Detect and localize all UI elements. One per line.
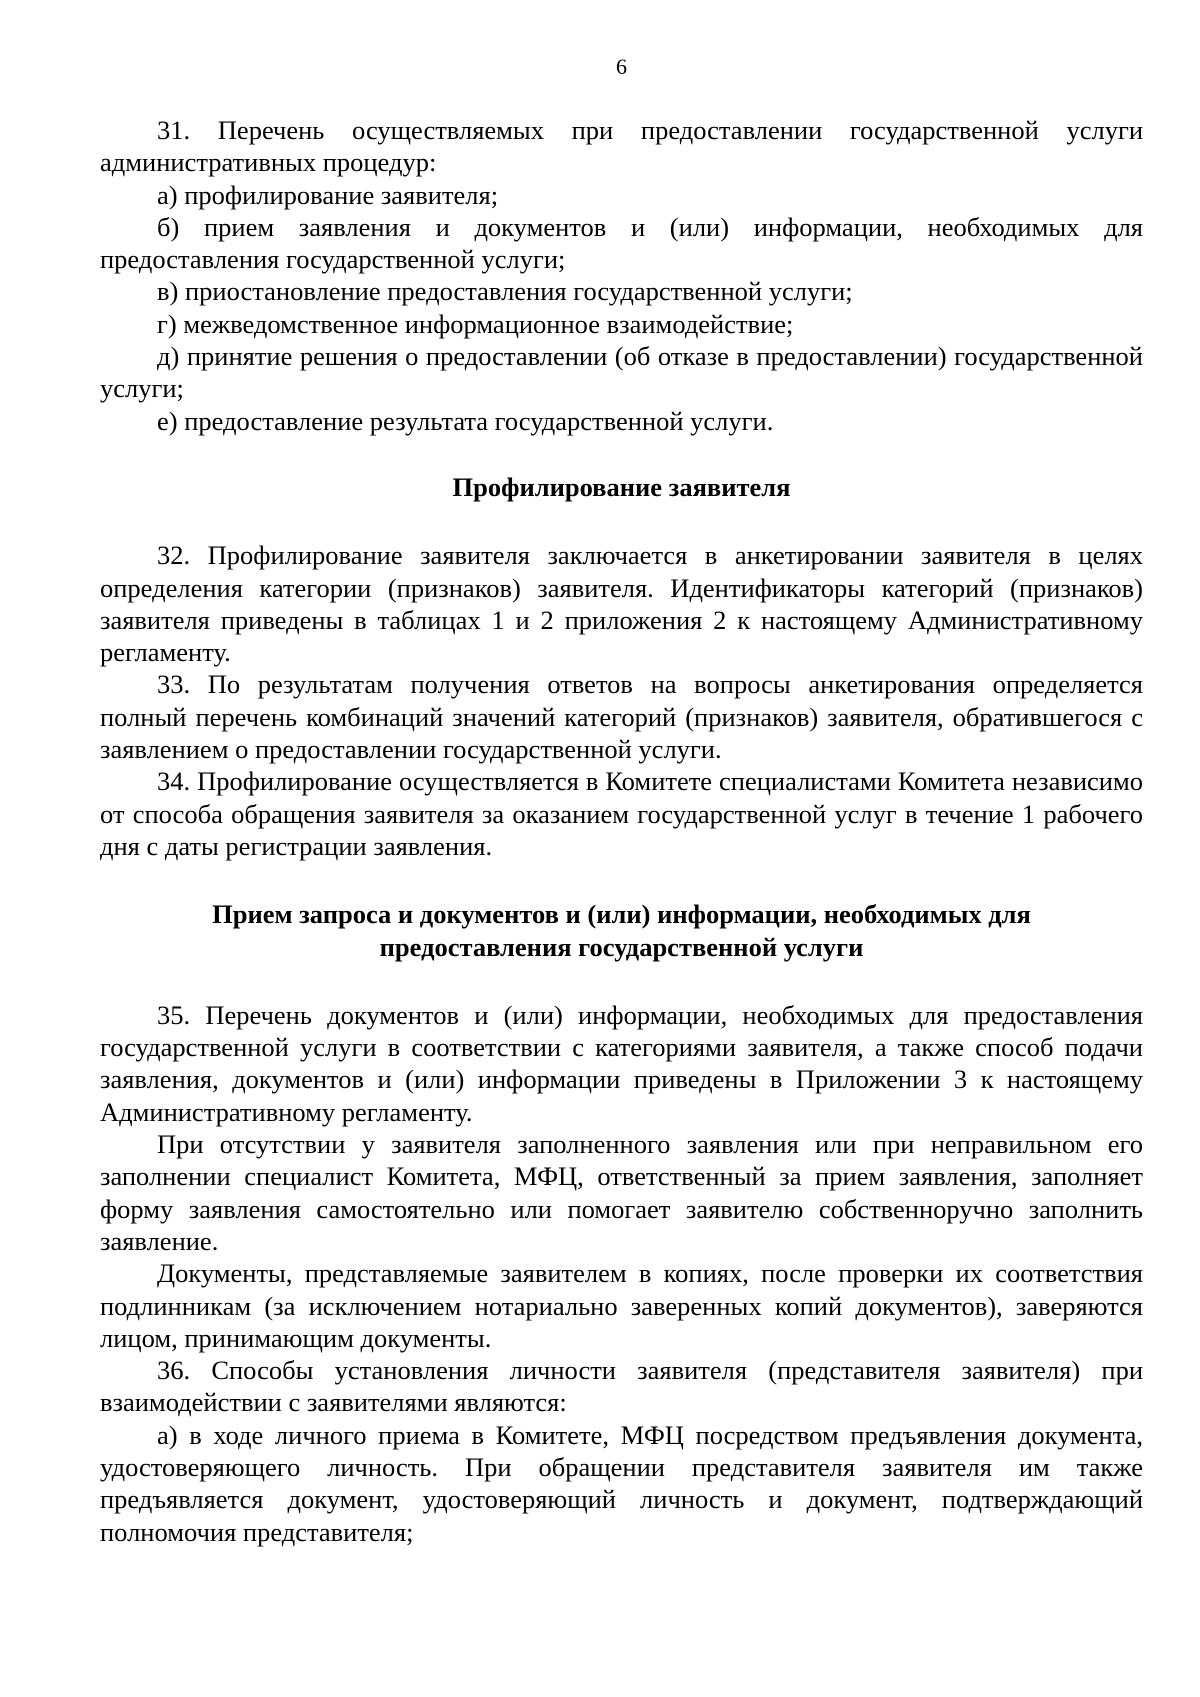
paragraph-31: 31. Перечень осуществляемых при предоставлении государственной услуги административных процедур: bbox=[100, 115, 1143, 178]
section-profiling bbox=[100, 539, 1143, 862]
list-item-b: б) прием заявления и документов и (или) информации, необходимых для предоставления государственной услуги; bbox=[100, 211, 1143, 275]
section-request-intake bbox=[100, 999, 1143, 1548]
list-item-d: д) принятие решения о предоставлении (об отказе в предоставлении) государственной услуги; bbox=[100, 341, 1143, 404]
list-item-36-a: а) в ходе личного приема в Комитете, МФЦ посредством предъявления документа, удостоверяющего личность. При обращении представителя заявителя им также предъявляется документ, удостоверяющий личность и документ, подтверждающий полномочия представителя; bbox=[100, 1419, 1143, 1547]
paragraph-copies: Документы, представляемые заявителем в копиях, после проверки их соответствия подлинникам (за исключением нотариально заверенных копий документов), заверяются лицом, принимающим документы. bbox=[100, 1258, 1143, 1353]
list-item-g: г) межведомственное информационное взаимодействие; bbox=[157, 308, 794, 339]
list-item-v: в) приостановление предоставления государственной услуги; bbox=[157, 276, 853, 307]
section-heading-line-2: предоставления государственной услуги bbox=[379, 931, 864, 962]
section-heading-line-1: Прием запроса и документов и (или) информации, необходимых для bbox=[212, 899, 1031, 930]
list-item-a: а) профилирование заявителя; bbox=[157, 179, 499, 210]
paragraph-32: 32. Профилирование заявителя заключается в анкетировании заявителя в целях определения категории (признаков) заявителя. Идентификаторы категорий (признаков) заявителя приведены в таблицах 1 и 2 приложения 2 к настоящему Административному регламенту. bbox=[100, 540, 1143, 668]
section-heading-request-intake bbox=[100, 898, 1143, 963]
section-heading-profiling: Профилирование заявителя bbox=[452, 471, 791, 502]
document-page bbox=[100, 52, 1143, 1548]
paragraph-34: 34. Профилирование осуществляется в Комитете специалистами Комитета независимо от способа обращения заявителя за оказанием государственной услуг в течение 1 рабочего дня с даты регистрации заявления. bbox=[100, 766, 1143, 861]
list-item-e: е) предоставление результата государственной услуги. bbox=[157, 405, 774, 436]
page-number: 6 bbox=[616, 54, 627, 79]
paragraph-missing-application: При отсутствии у заявителя заполненного заявления или при неправильном его заполнении специалист Комитета, МФЦ, ответственный за прием заявления, заполняет форму заявления самостоятельно или помогает заявителю собственноручно заполнить заявление. bbox=[100, 1129, 1143, 1256]
paragraph-36: 36. Способы установления личности заявителя (представителя заявителя) при взаимодействии с заявителями являются: bbox=[100, 1355, 1143, 1418]
paragraph-33: 33. По результатам получения ответов на вопросы анкетирования определяется полный перечень комбинаций значений категорий (признаков) заявителя, обратившегося с заявлением о предоставлении государственной услуги. bbox=[100, 669, 1143, 765]
section-procedures-list bbox=[100, 114, 1143, 437]
paragraph-35: 35. Перечень документов и (или) информации, необходимых для предоставления государственной услуги в соответствии с категориями заявителя, а также способ подачи заявления, документов и (или) информации приведены в Приложении 3 к настоящему Административному регламенту. bbox=[100, 999, 1143, 1127]
